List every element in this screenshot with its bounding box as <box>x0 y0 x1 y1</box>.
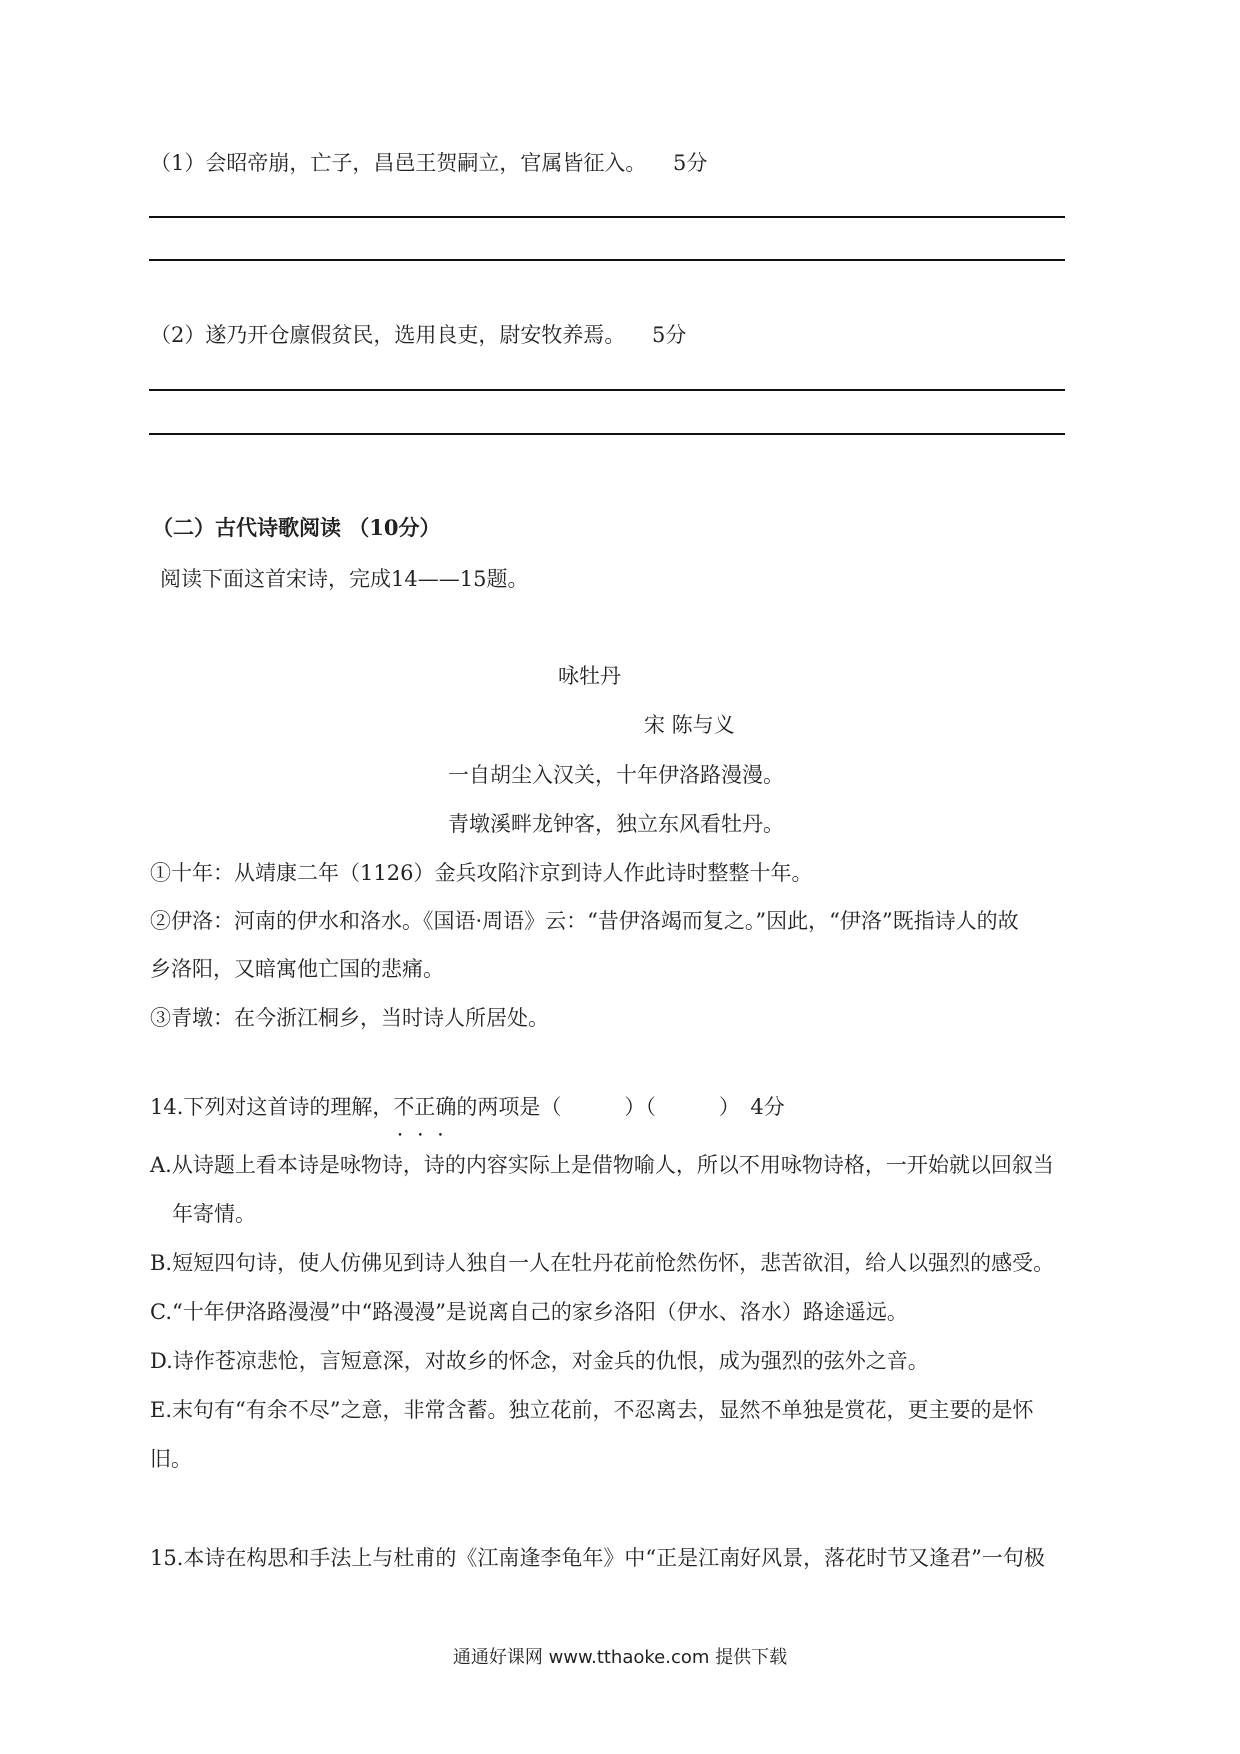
question-14-emphasis: 不正确 • • • <box>393 1095 456 1119</box>
poem-line-2: 青墩溪畔龙钟客，独立东风看牡丹。 <box>448 812 784 836</box>
question-14-suffix: 的两项是（ ）（ ） 4分 <box>456 1095 785 1119</box>
question-2-text: （2）遂乃开仓廪假贫民，选用良吏，尉安牧养焉。 <box>150 323 626 347</box>
poem-title: 咏牡丹 <box>558 664 621 688</box>
poem-author: 宋 陈与义 <box>644 713 735 737</box>
question-14-stem <box>150 1092 785 1122</box>
option-d: D.诗作苍凉悲怆，言短意深，对故乡的怀念，对金兵的仇恨，成为强烈的弦外之音。 <box>150 1349 929 1373</box>
section-heading: （二）古代诗歌阅读 （10分） <box>152 515 441 540</box>
option-e: E.末句有“有余不尽”之意，非常含蓄。独立花前，不忍离去，显然不单独是赏花，更主要的是怀 <box>150 1398 1034 1422</box>
question-14-prefix: 14.下列对这首诗的理解， <box>150 1095 394 1119</box>
question-1 <box>150 148 707 178</box>
note-1: ①十年：从靖康二年（1126）金兵攻陷汴京到诗人作此诗时整整十年。 <box>150 861 813 885</box>
option-a-continued: 年寄情。 <box>172 1202 256 1226</box>
note-2: ②伊洛：河南的伊水和洛水。《国语·周语》云：“昔伊洛竭而复之。”因此，“伊洛”既指诗人的故 <box>150 909 1019 933</box>
answer-line <box>149 433 1065 435</box>
note-3: ③青墩：在今浙江桐乡，当时诗人所居处。 <box>150 1006 549 1030</box>
answer-line <box>149 389 1065 391</box>
question-15: 15.本诗在构思和手法上与杜甫的《江南逢李龟年》中“正是江南好风景，落花时节又逢君”一句极 <box>150 1546 1045 1570</box>
option-a: A.从诗题上看本诗是咏物诗，诗的内容实际上是借物喻人，所以不用咏物诗格，一开始就以回叙当 <box>150 1153 1054 1177</box>
question-1-text: （1）会昭帝崩，亡子，昌邑王贺嗣立，官属皆征入。 <box>150 151 647 175</box>
section-instruction: 阅读下面这首宋诗，完成14——15题。 <box>160 567 529 591</box>
option-e-continued: 旧。 <box>150 1447 192 1471</box>
question-2 <box>150 320 686 350</box>
option-c: C.“十年伊洛路漫漫”中“路漫漫”是说离自己的家乡洛阳（伊水、洛水）路途遥远。 <box>150 1300 908 1324</box>
note-2-continued: 乡洛阳，又暗寓他亡国的悲痛。 <box>150 957 444 981</box>
answer-line <box>149 216 1065 218</box>
option-b: B.短短四句诗，使人仿佛见到诗人独自一人在牡丹花前怆然伤怀，悲苦欲泪，给人以强烈的感受。 <box>150 1251 1055 1275</box>
answer-line <box>149 259 1065 261</box>
page-footer: 通通好课网 www.tthaoke.com 提供下载 <box>452 1647 788 1668</box>
question-2-score: 5分 <box>652 323 687 347</box>
question-1-score: 5分 <box>673 151 708 175</box>
poem-line-1: 一自胡尘入汉关，十年伊洛路漫漫。 <box>448 763 784 787</box>
